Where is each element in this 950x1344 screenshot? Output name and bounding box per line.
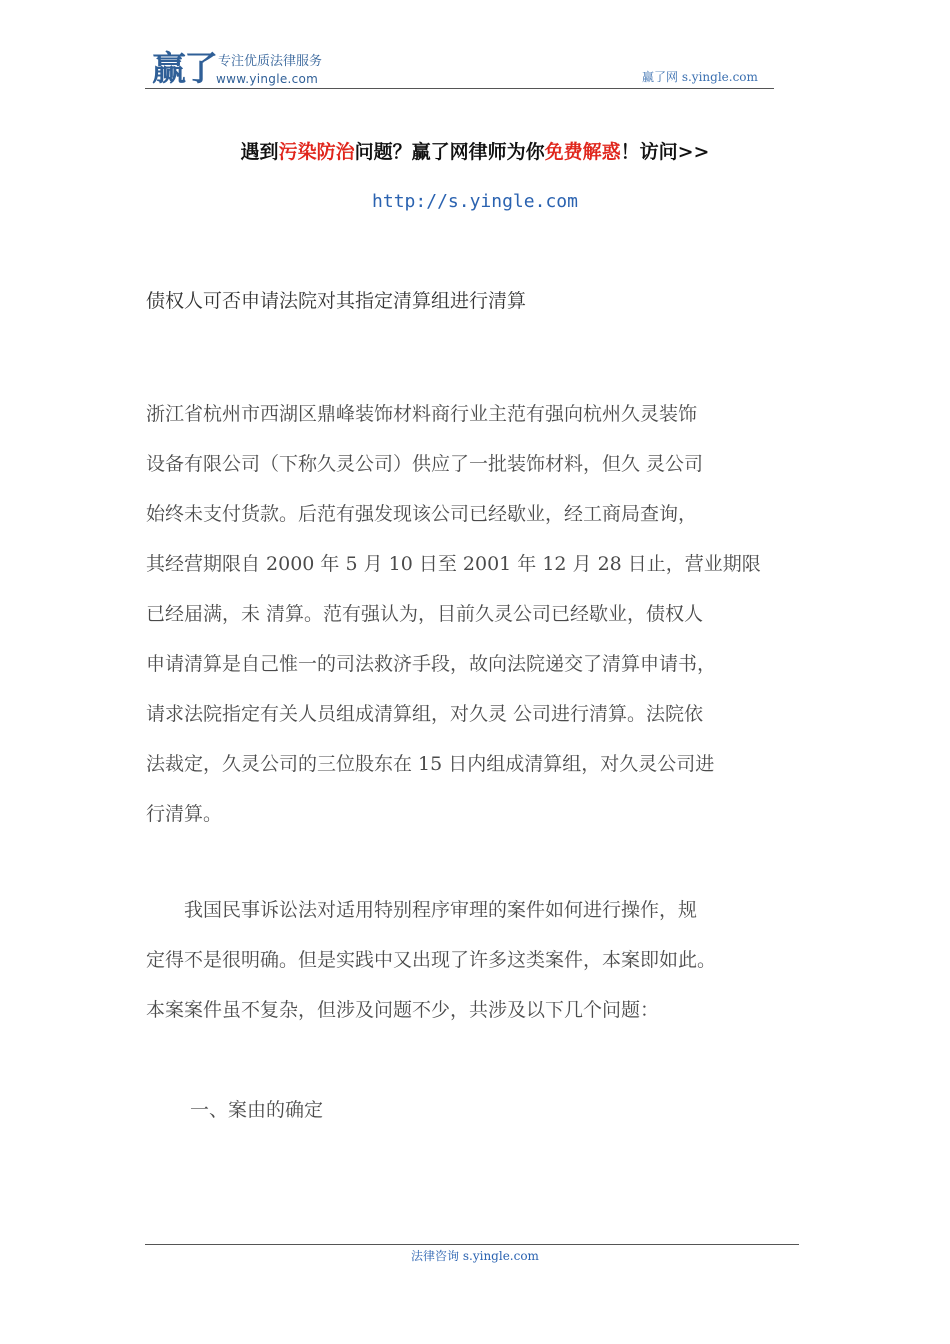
paragraph-line: 行清算。 (146, 803, 223, 825)
article-paragraph-2 (146, 885, 806, 1035)
footer-divider (145, 1244, 799, 1245)
paragraph-line: 法裁定，久灵公司的三位股东在 15 日内组成清算组，对久灵公司进 (146, 753, 715, 775)
promo-url-link[interactable]: http://s.yingle.com (372, 191, 578, 212)
promo-text-2: 问题？赢了网律师为你 (354, 141, 545, 163)
paragraph-line: 本案案件虽不复杂，但涉及问题不少，共涉及以下几个问题： (146, 999, 660, 1021)
paragraph-line: 定得不是很明确。但是实践中又出现了许多这类案件，本案即如此。 (146, 949, 717, 971)
paragraph-line: 已经届满，未 清算。范有强认为，目前久灵公司已经歇业，债权人 (146, 603, 704, 625)
paragraph-line: 其经营期限自 2000 年 5 月 10 日至 2001 年 12 月 28 日止，营业期限 (146, 553, 761, 575)
header-divider (145, 88, 774, 89)
promo-text-3: ！访问>> (620, 141, 710, 163)
logo-mark: 赢了 (152, 49, 216, 89)
paragraph-line: 浙江省杭州市西湖区鼎峰装饰材料商行业主范有强向杭州久灵装饰 (146, 403, 698, 425)
logo-url: www.yingle.com (216, 72, 319, 86)
article-paragraph-1 (146, 389, 806, 839)
promo-banner (0, 139, 950, 165)
footer-link[interactable]: 法律咨询 s.yingle.com (411, 1249, 539, 1263)
promo-text-1: 遇到 (240, 141, 279, 163)
paragraph-line: 请求法院指定有关人员组成清算组，对久灵 公司进行清算。法院依 (146, 703, 704, 725)
paragraph-line: 设备有限公司（下称久灵公司）供应了一批装饰材料，但久 灵公司 (146, 453, 704, 475)
promo-highlight-1: 污染防治 (278, 141, 355, 163)
header-site-link[interactable]: 赢了网 s.yingle.com (642, 70, 758, 84)
section-heading-1: 一、案由的确定 (190, 1099, 324, 1121)
paragraph-line: 我国民事诉讼法对适用特别程序审理的案件如何进行操作，规 (146, 899, 698, 921)
paragraph-line: 始终未支付货款。后范有强发现该公司已经歇业，经工商局查询， (146, 503, 698, 525)
paragraph-line: 申请清算是自己惟一的司法救济手段，故向法院递交了清算申请书， (146, 653, 717, 675)
promo-highlight-2: 免费解惑 (544, 141, 621, 163)
article-title: 债权人可否申请法院对其指定清算组进行清算 (146, 290, 527, 312)
logo-slogan: 专注优质法律服务 (218, 54, 323, 69)
